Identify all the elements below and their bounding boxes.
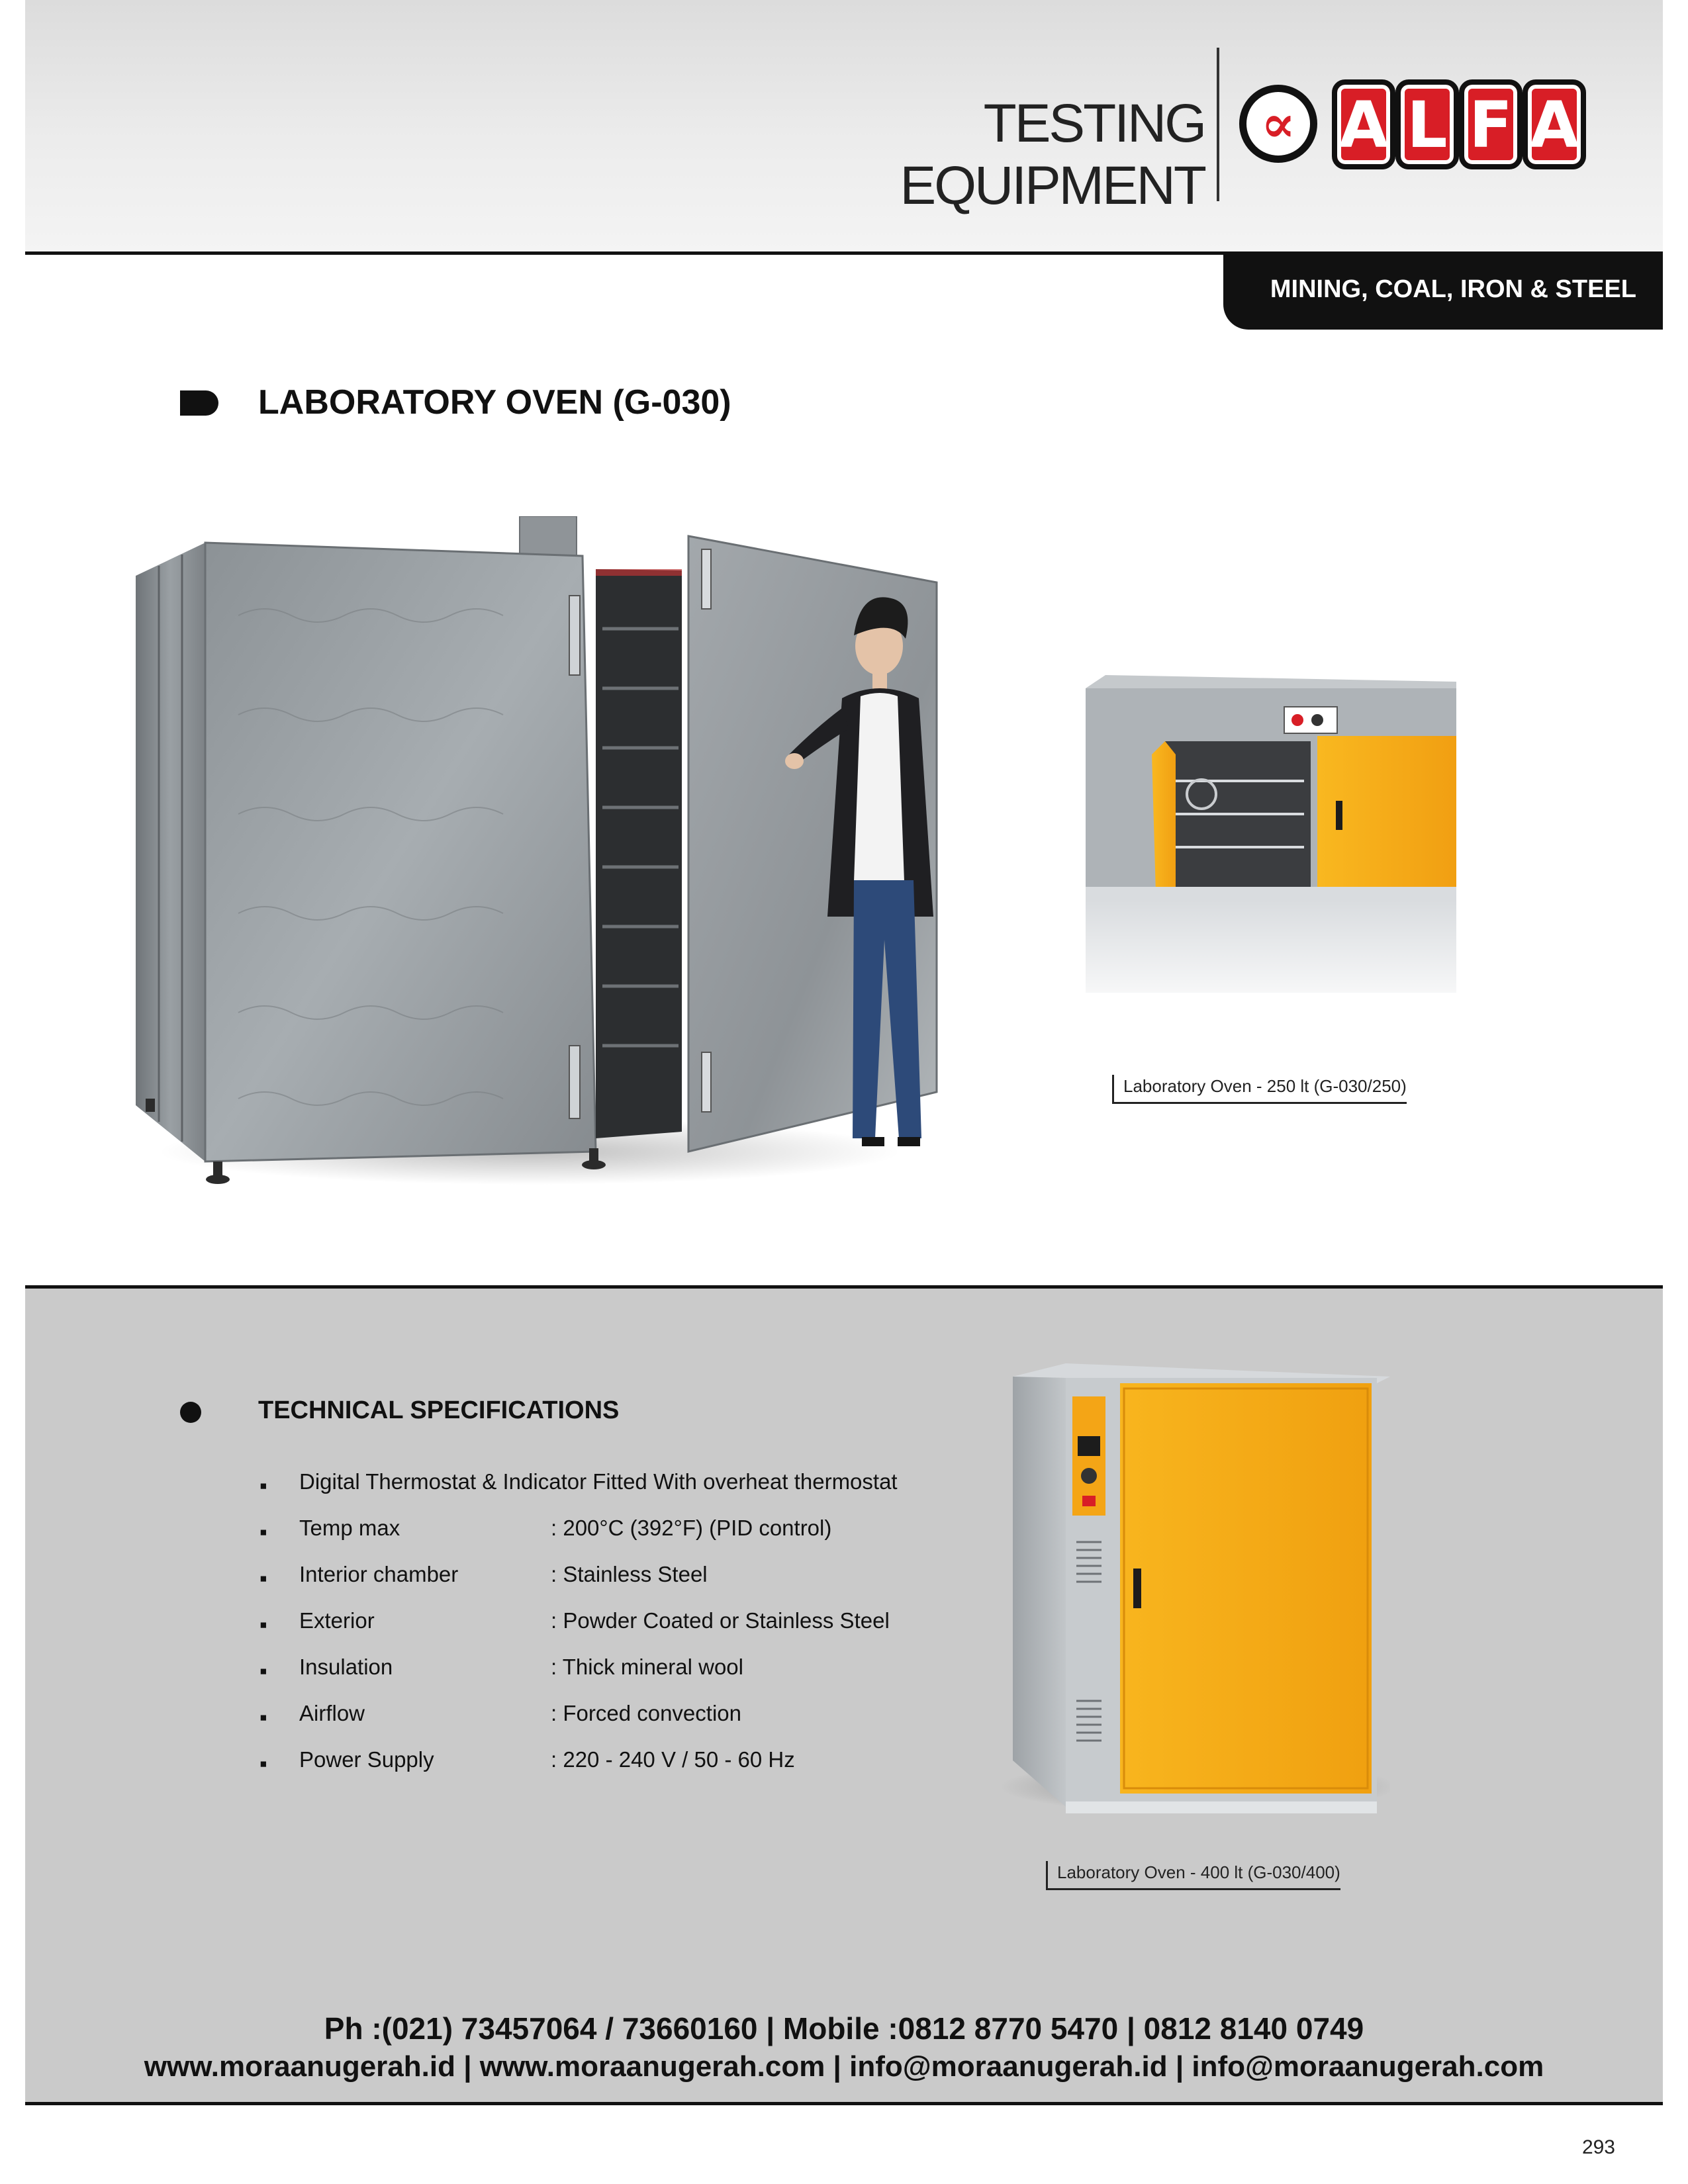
product-title: LABORATORY OVEN (G-030)	[258, 383, 731, 422]
oven-400-caption: Laboratory Oven - 400 lt (G-030/400)	[1046, 1861, 1340, 1890]
spec-item-temp-max: ▪ Temp max : 200°C (392°F) (PID control)	[259, 1516, 832, 1544]
logo-alpha-symbol: ∝	[1239, 85, 1317, 163]
oven-250-caption: Laboratory Oven - 250 lt (G-030/250)	[1112, 1075, 1407, 1104]
spec-item-power-supply: ▪ Power Supply : 220 - 240 V / 50 - 60 Hz	[259, 1747, 795, 1776]
oven-250-image	[1086, 675, 1456, 1019]
header-divider	[1217, 48, 1219, 201]
logo-letter-a: A	[1332, 79, 1395, 169]
page-number: 293	[1581, 2136, 1615, 2158]
alfa-logo	[1239, 79, 1590, 172]
header-title: TESTING EQUIPMENT	[900, 93, 1205, 216]
contact-web-line: www.moraanugerah.id | www.moraanugerah.com | info@moraanugerah.id | info@moraanugerah.com	[144, 2050, 1544, 2083]
category-label: MINING, COAL, IRON & STEEL	[1270, 275, 1636, 303]
contact-phone-line: Ph :(021) 73457064 / 73660160 | Mobile :0812 8770 5470 | 0812 8140 0749	[324, 2011, 1364, 2046]
logo-letter-f: F	[1459, 79, 1523, 169]
walk-in-oven-image	[132, 516, 940, 1191]
spec-bullet-icon	[180, 1402, 201, 1423]
spec-item-interior: ▪ Interior chamber : Stainless Steel	[259, 1562, 708, 1590]
spec-item-thermostat: ▪ Digital Thermostat & Indicator Fitted With overheat thermostat	[259, 1469, 898, 1498]
spec-item-insulation: ▪ Insulation : Thick mineral wool	[259, 1655, 743, 1683]
footer-rule	[25, 2102, 1663, 2105]
spec-heading: TECHNICAL SPECIFICATIONS	[258, 1396, 620, 1424]
logo-letter-l: L	[1395, 79, 1459, 169]
spec-item-airflow: ▪ Airflow : Forced convection	[259, 1701, 741, 1729]
oven-400-image	[980, 1363, 1390, 1827]
category-tab	[1223, 251, 1663, 330]
title-marker-icon	[180, 390, 218, 416]
spec-list	[252, 1469, 980, 1794]
spec-item-exterior: ▪ Exterior : Powder Coated or Stainless Steel	[259, 1608, 890, 1637]
section-rule	[25, 1285, 1663, 1289]
logo-letter-a2: A	[1523, 79, 1586, 169]
